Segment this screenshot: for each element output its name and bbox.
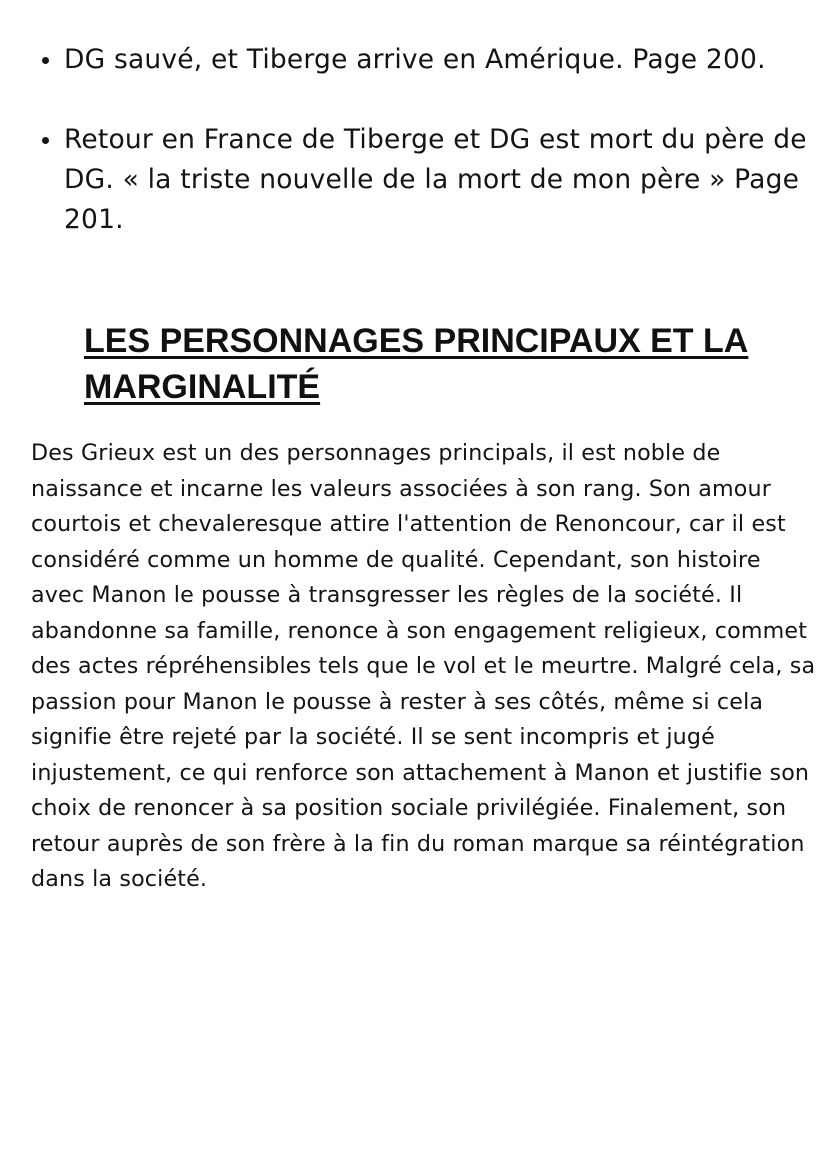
timeline-bullet-list	[40, 40, 824, 280]
section-paragraph: Des Grieux est un des personnages principals, il est noble de naissance et incarne les valeurs associées à son rang. Son amour courtois et chevaleresque attire l'attention de Renoncour, car il est considéré comme un homme de qualité. Cependant, son histoire avec Manon le pousse à transgresser les règles de la société. Il abandonne sa famille, renonce à son engagement religieux, commet des actes répréhensibles tels que le vol et le meurtre. Malgré cela, sa passion pour Manon le pousse à rester à ses côtés, même si cela signifie être rejeté par la société. Il se sent incompris et jugé injustement, ce qui renforce son attachement à Manon et justifie son choix de renoncer à sa position sociale privilégiée. Finalement, son retour auprès de son frère à la fin du roman marque sa réintégration dans la société.	[31, 440, 816, 892]
bullet-dot-icon	[42, 57, 49, 64]
bullet-item	[40, 120, 824, 240]
bullet-text: Retour en France de Tiberge et DG est mort du père de DG. « la triste nouvelle de la mort de mon père » Page 201.	[64, 124, 807, 235]
bullet-text: DG sauvé, et Tiberge arrive en Amérique. Page 200.	[64, 44, 766, 75]
bullet-dot-icon	[42, 137, 49, 144]
section-heading: LES PERSONNAGES PRINCIPAUX ET LA MARGINALITÉ	[84, 322, 749, 406]
bullet-item	[40, 40, 824, 80]
